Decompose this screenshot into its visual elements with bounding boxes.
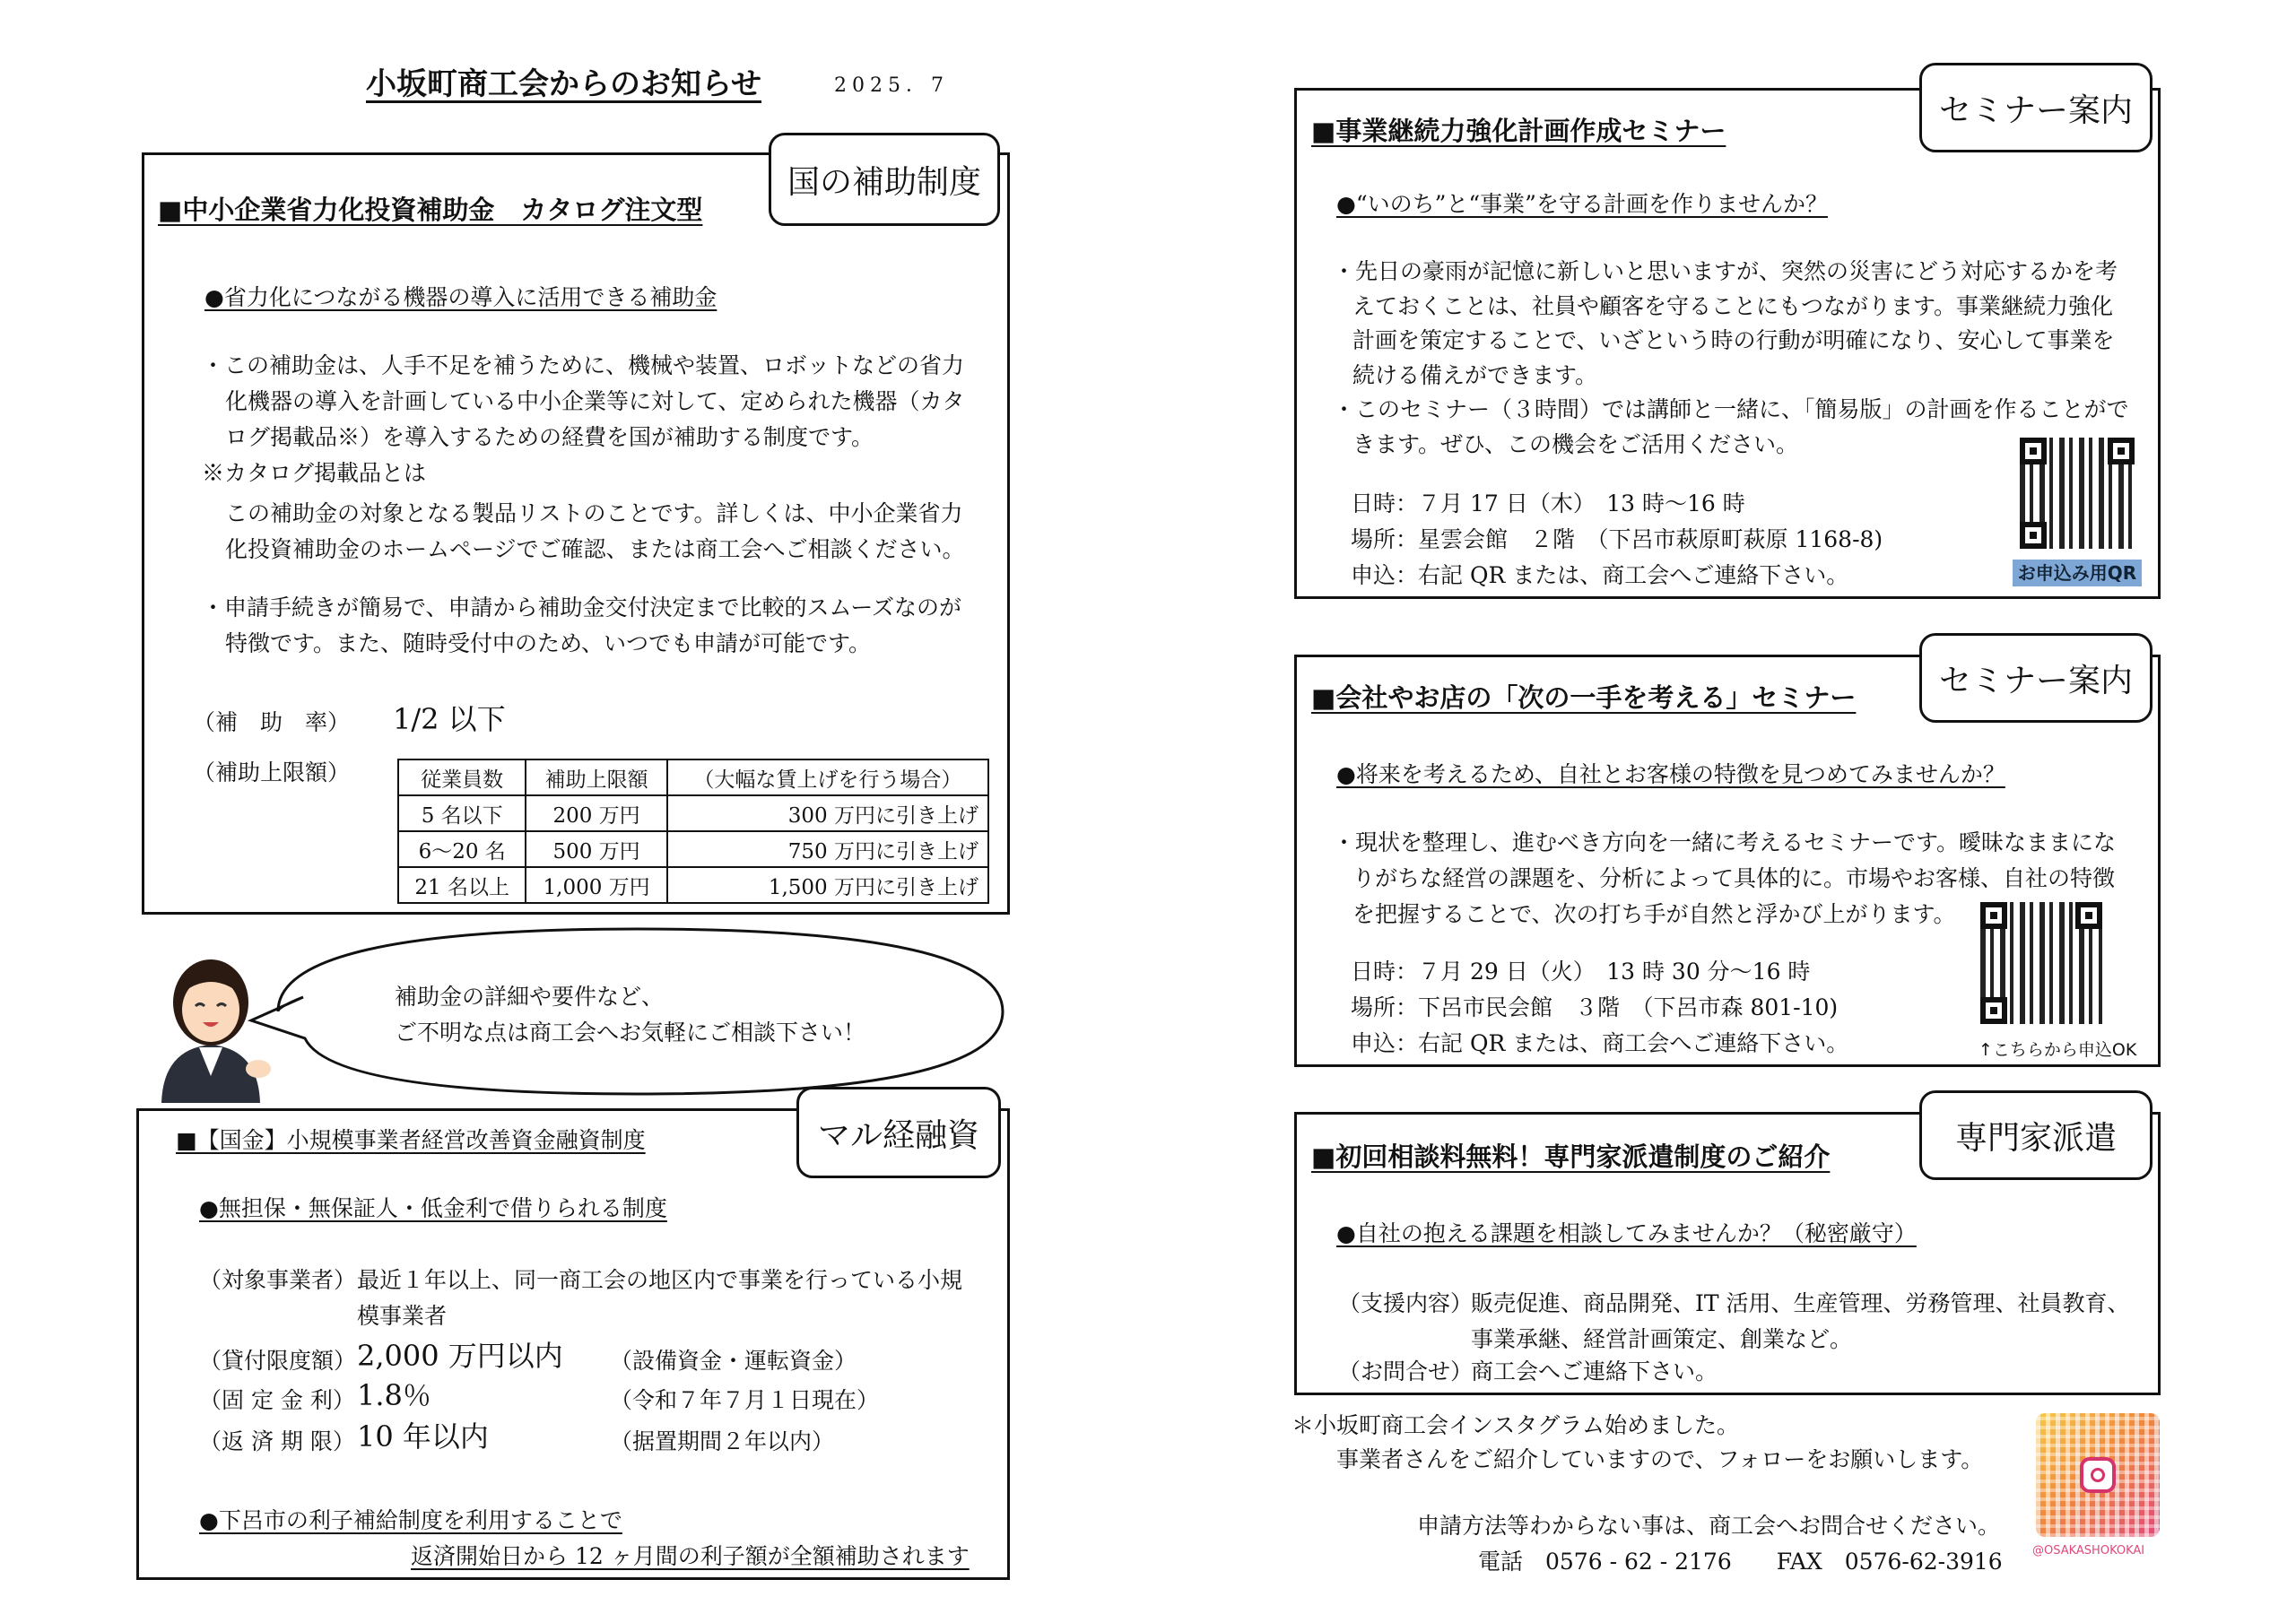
expert-heading: ■初回相談料無料！専門家派遣制度のご紹介 [1311,1141,1831,1172]
footer-phone: 電話 0576 - 62 - 2176 FAX 0576-62-3916 [1478,1549,2003,1575]
seminar2-heading: ■会社やお店の「次の一手を考える」セミナー [1311,682,1857,713]
expert-support-value: 販売促進、商品開発、IT 活用、生産管理、労務管理、社員教育、 事業承継、経営計画策定、創業など。 [1471,1290,2130,1352]
instagram-qr-code[interactable] [2036,1413,2160,1537]
subsidy-rate-label: （補 助 率） [193,709,351,735]
loan-term-note: （据置期間２年以内） [610,1428,835,1454]
subsidy-limit-label: （補助上限額） [193,759,351,785]
seminar1-heading: ■事業継続力強化計画作成セミナー [1311,116,1726,146]
seminar1-qr-code[interactable] [2020,438,2135,549]
subsidy-para1: ・この補助金は、人手不足を補うために、機械や装置、ロボットなどの省力 化機器の導入を計画している中小企業等に対して、定められた機器（カタ ログ掲載品※）を導入するための経費を国が補助する制度です。 [202,352,965,450]
subsidy-note: ※カタログ掲載品とは この補助金の対象となる製品リストのことです。詳しくは、中小企業省力 化投資補助金のホームページでご確認、または商工会へご相談ください。 [202,460,965,562]
table-row: 6～20 名 500 万円 750 万円に引き上げ [398,831,988,867]
seminar2-subheading: ●将来を考えるため、自社とお客様の特徴を見つめてみませんか？ [1336,761,2005,787]
seminar1-apply: 申込：右記 QR または、商工会へご連絡下さい。 [1351,562,1849,588]
loan-tag: マル経融資 [796,1087,1001,1178]
expert-support-label: （支援内容） [1338,1290,1474,1316]
expert-contact-value: 商工会へご連絡下さい。 [1471,1358,1718,1384]
loan-limit-note: （設備資金・運転資金） [610,1348,857,1374]
instagram-icon [2080,1457,2116,1493]
instagram-notice: ＊小坂町商工会インスタグラム始めました。 [1292,1412,1740,1438]
seminar1-tag: セミナー案内 [1919,63,2152,152]
subsidy-heading: ■中小企業省力化投資補助金 カタログ注文型 [158,195,703,225]
subsidy-table [397,759,989,904]
seminar2-apply: 申込：右記 QR または、商工会へご連絡下さい。 [1351,1030,1849,1056]
seminar2-qr-label: ↑こちらから申込OK [1979,1040,2137,1060]
seminar2-date: 日時：７月 29 日（火） 13 時 30 分～16 時 [1351,959,1811,985]
seminar1-place: 場所：星雲会館 ２階 （下呂市萩原町萩原 1168-8) [1351,526,1883,552]
seminar2-body: ・現状を整理し、進むべき方向を一緒に考えるセミナーです。曖昧なままにな りがちな経営の課題を、分析によって具体的に。市場やお客様、自社の特徴 を把握することで、次の打ち手が自然と浮かび上がります。 [1333,829,2117,927]
loan-term-label: （返 済 期 限） [199,1428,355,1454]
loan-limit-label: （貸付限度額） [199,1348,357,1374]
loan-target-value: 最近１年以上、同一商工会の地区内で事業を行っている小規 模事業者 [357,1267,963,1329]
seminar1-date: 日時：７月 17 日（木） 13 時～16 時 [1351,490,1745,516]
table-row: 21 名以上 1,000 万円 1,500 万円に引き上げ [398,867,988,903]
subsidy-para2: ・申請手続きが簡易で、申請から補助金交付決定まで比較的スムーズなのが 特徴です。また、随時受付中のため、いつでも申請が可能です。 [202,595,962,656]
loan-heading: ■【国金】小規模事業者経営改善資金融資制度 [176,1127,646,1153]
loan-limit-value: 2,000 万円以内 [357,1339,563,1373]
seminar1-subheading: ●“いのち”と“事業”を守る計画を作りませんか？ [1336,191,1828,217]
subsidy-tag: 国の補助制度 [769,133,1000,226]
seminar1-qr-label: お申込み用QR [2013,560,2142,586]
loan-target-label: （対象事業者） [199,1267,357,1293]
seminar2-place: 場所：下呂市民会館 ３階 （下呂市森 801-10) [1351,994,1839,1020]
issue-date: 2025．7 [834,74,949,97]
table-header-row: 従業員数 補助上限額 （大幅な賃上げを行う場合） [398,759,988,795]
loan-rate-label: （固 定 金 利） [199,1387,355,1413]
loan-footer-1: ●下呂市の利子補給制度を利用することで [199,1507,622,1533]
bubble-text: 補助金の詳細や要件など、 ご不明な点は商工会へお気軽にご相談下さい！ [395,984,866,1046]
seminar1-body: ・先日の豪雨が記憶に新しいと思いますが、突然の災害にどう対応するかを考 えておくことは、社員や顧客を守ることにもつながります。事業継続力強化 計画を策定することで、いざという時の行動が明確になり、安心して事業を 続ける備えができます。 ・このセミナー（３時間）では講師と一緒に、「簡易版」の計画を作ることがで きます。ぜひ、この機会をご活用ください。 [1333,258,2129,457]
page-title: 小坂町商工会からのお知らせ [366,66,761,102]
seminar2-qr-code[interactable] [1980,902,2102,1024]
loan-subheading: ●無担保・無保証人・低金利で借りられる制度 [199,1195,667,1221]
subsidy-rate-value: 1/2 以下 [393,702,506,736]
footer-contact: 申請方法等わからない事は、商工会へお問合せください。 [1417,1513,2001,1539]
subsidy-subheading: ●省力化につながる機器の導入に活用できる補助金 [204,284,718,310]
loan-footer-2: 返済開始日から 12 ヶ月間の利子額が全額補助されます [411,1543,970,1569]
expert-contact-label: （お問合せ） [1338,1358,1474,1384]
loan-term-value: 10 年以内 [357,1419,489,1454]
instagram-handle: @OSAKASHOKOKAI [2032,1544,2145,1558]
table-row: 5 名以下 200 万円 300 万円に引き上げ [398,795,988,831]
seminar2-tag: セミナー案内 [1919,633,2152,723]
instagram-notice-2: 事業者さんをご紹介していますので、フォローをお願いします。 [1336,1446,1984,1472]
loan-rate-note: （令和７年７月１日現在） [610,1387,880,1413]
expert-tag: 専門家派遣 [1919,1090,2152,1180]
expert-subheading: ●自社の抱える課題を相談してみませんか？（秘密厳守） [1336,1220,1917,1246]
loan-rate-value: 1.8％ [357,1378,431,1412]
